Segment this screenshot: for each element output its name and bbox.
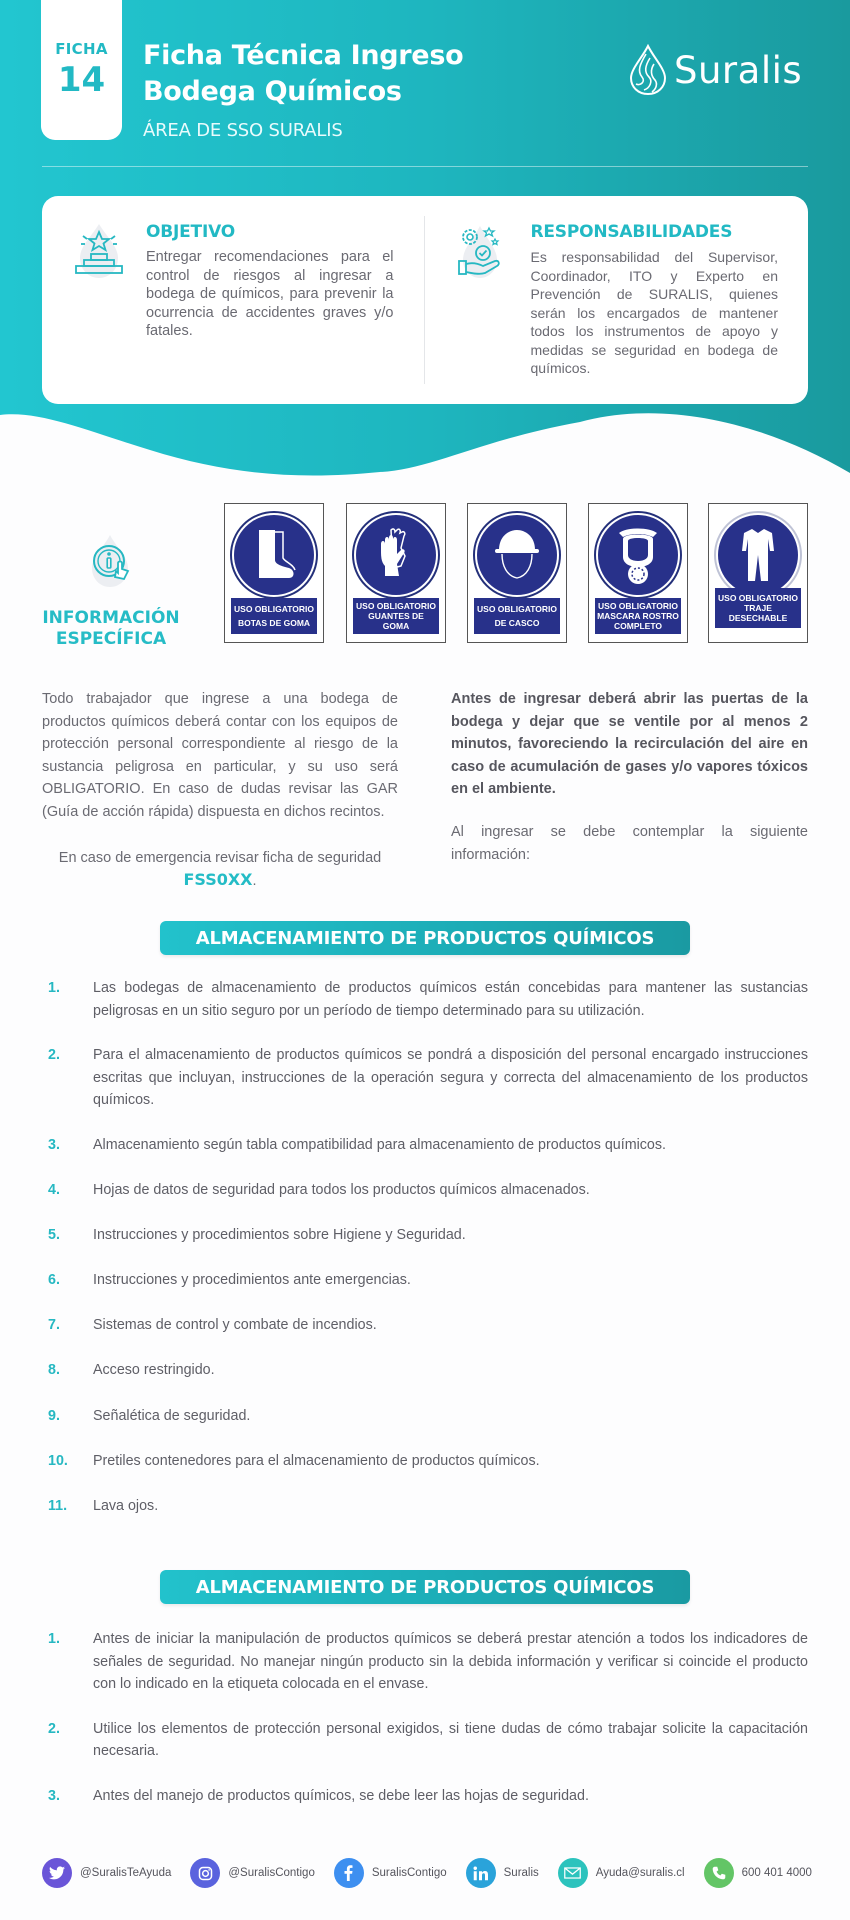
summary-card xyxy=(42,196,808,404)
phone-icon xyxy=(704,1858,734,1888)
sign-line1: USO OBLIGATORIO xyxy=(718,593,798,603)
linkedin-link[interactable] xyxy=(466,1858,539,1888)
handling-list xyxy=(48,1628,808,1808)
specific-info-heading xyxy=(36,533,186,650)
twitter-link[interactable] xyxy=(42,1858,171,1888)
page-title-line1: Ficha Técnica Ingreso xyxy=(143,40,464,71)
list-item: 1. Antes de iniciar la manipulación de productos químicos se deberá prestar atención a todos los indicadores de señales de seguridad. No manejar ningún producto sin la debida información y verificar si coincide el producto con lo indicado en la etiqueta colocada en el envase. xyxy=(48,1631,808,1693)
sign-line3: COMPLETO xyxy=(613,621,662,631)
page-title-line2: Bodega Químicos xyxy=(143,76,402,107)
sign-line2: TRAJE DESECHABLE xyxy=(728,603,788,623)
ppe-sign-face-mask xyxy=(588,503,688,643)
rubber-gloves-icon xyxy=(371,526,421,584)
list-item: 9. Señalética de seguridad. xyxy=(48,1407,251,1424)
instagram-link[interactable] xyxy=(190,1858,314,1888)
page-subtitle: ÁREA DE SSO SURALIS xyxy=(143,120,343,141)
ficha-number: 14 xyxy=(57,60,106,100)
brand-name: Suralis xyxy=(674,48,803,92)
list-item: 8. Acceso restringido. xyxy=(48,1362,215,1379)
rubber-boot-icon xyxy=(249,526,299,584)
facebook-handle: SuralisContigo xyxy=(371,1867,447,1879)
intro-left-column xyxy=(42,688,398,824)
brand-logo xyxy=(628,44,802,96)
list-item: 10. Pretiles contenedores para el almacenamiento de productos químicos. xyxy=(48,1452,540,1469)
instagram-icon xyxy=(190,1858,220,1888)
sign-line1: USO OBLIGATORIO xyxy=(598,601,678,611)
intro-paragraph: Todo trabajador que ingrese a una bodega de productos químicos deberá contar con los equipos de protección personal correspondiente al riesgo de la sustancia peligrosa en particular, y su uso será OBLIGATORIO. En caso de dudas revisar las GAR (Guía de acción rápida) dispuesta en dichos recintos. xyxy=(42,691,398,820)
objective-title: OBJETIVO xyxy=(146,222,235,242)
instagram-handle: @SuralisContigo xyxy=(228,1867,315,1879)
storage-list xyxy=(48,977,808,1517)
consider-info-text: Al ingresar se debe contemplar la siguiente información: xyxy=(451,823,808,863)
objective-text: Entregar recomendaciones para el control de riesgos al ingresar a bodega de químicos, para prevenir la ocurrencia de accidentes graves y/o fatales. xyxy=(146,249,394,339)
safety-sheet-code: FSS0XX xyxy=(183,870,253,889)
sign-line2: MASCARA ROSTRO xyxy=(597,611,679,621)
disposable-suit-icon xyxy=(738,525,778,585)
ficha-label: FICHA xyxy=(55,40,108,58)
full-face-respirator-icon xyxy=(611,523,665,587)
email-link[interactable] xyxy=(558,1858,685,1888)
sign-line3: GOMA xyxy=(382,621,410,631)
email-icon xyxy=(558,1858,588,1888)
phone-link[interactable] xyxy=(704,1858,812,1888)
emergency-text: En caso de emergencia revisar ficha de seguridad xyxy=(58,850,382,866)
list-item: 5. Instrucciones y procedimientos sobre Higiene y Seguridad. xyxy=(48,1227,466,1244)
sign-line1: USO OBLIGATORIO xyxy=(234,604,314,614)
linkedin-handle: Suralis xyxy=(503,1867,539,1879)
ppe-sign-gloves xyxy=(346,503,446,643)
intro-right-column xyxy=(451,688,808,866)
specific-info-line2: ESPECÍFICA xyxy=(55,629,167,649)
podium-star-icon xyxy=(70,220,128,282)
ppe-sign-suit xyxy=(708,503,808,643)
phone-number: 600 401 4000 xyxy=(741,1867,812,1879)
contact-footer xyxy=(42,1857,812,1889)
list-item: 7. Sistemas de control y combate de incendios. xyxy=(48,1317,377,1334)
info-touch-icon xyxy=(86,533,136,589)
list-item: 1. Las bodegas de almacenamiento de productos químicos están concebidas para mantener las sustancias peligrosas en un sitio seguro por un período de tiempo determinado para su utilización. xyxy=(48,980,808,1019)
email-address: Ayuda@suralis.cl xyxy=(595,1867,685,1879)
responsibilities-text: Es responsabilidad del Supervisor, Coordinador, ITO y Experto en Prevención de SURALIS, quienes serán los encargados de mantener todos los instrumentos de apoyo y medidas se seguridad en bodega de químicos. xyxy=(530,249,778,376)
list-item: 2. Utilice los elementos de protección personal exigidos, si tiene dudas de cómo trabajar solicite la capacitación necesaria. xyxy=(48,1720,808,1760)
ventilation-warning: Antes de ingresar deberá abrir las puertas de la bodega y dejar que se ventile por al menos 2 minutos, favoreciendo la recirculación del aire en caso de acumulación de gases y/o vapores tóxicos en el ambiente. xyxy=(451,691,808,798)
list-item: 2. Para el almacenamiento de productos químicos se pondrá a disposición del personal encargado instrucciones escritas que incluyan, instrucciones de la operación segura y correcta del almacenamiento de los productos químicos. xyxy=(48,1047,808,1109)
list-item: 3. Antes del manejo de productos químicos, se debe leer las hojas de seguridad. xyxy=(48,1787,589,1804)
objective-section xyxy=(42,216,425,384)
ppe-section xyxy=(0,503,850,649)
responsibilities-section xyxy=(425,196,809,404)
sign-line2: GUANTES DE xyxy=(368,611,424,621)
ppe-sign-helmet xyxy=(467,503,567,643)
sign-line2: DE CASCO xyxy=(494,618,540,628)
twitter-handle: @SuralisTeAyuda xyxy=(80,1867,172,1879)
sign-line1: USO OBLIGATORIO xyxy=(477,604,557,614)
sign-line2: BOTAS DE GOMA xyxy=(237,618,311,628)
specific-info-line1: INFORMACIÓN xyxy=(42,608,180,628)
list-item: 6. Instrucciones y procedimientos ante emergencias. xyxy=(48,1272,411,1289)
section-title-storage: ALMACENAMIENTO DE PRODUCTOS QUÍMICOS xyxy=(160,921,690,955)
sign-line1: USO OBLIGATORIO xyxy=(356,601,436,611)
list-item: 3. Almacenamiento según tabla compatibilidad para almacenamiento de productos químicos. xyxy=(48,1136,666,1153)
gears-hand-check-icon xyxy=(455,220,505,280)
water-drop-icon xyxy=(628,44,668,96)
emergency-note: En caso de emergencia revisar ficha de seguridad FSS0XX. xyxy=(42,848,398,892)
hero-header xyxy=(0,0,850,480)
section-title-handling: ALMACENAMIENTO DE PRODUCTOS QUÍMICOS xyxy=(160,1570,690,1604)
twitter-icon xyxy=(42,1858,72,1888)
ficha-badge xyxy=(41,0,122,140)
hard-hat-icon xyxy=(489,524,545,586)
responsibilities-title: RESPONSABILIDADES xyxy=(530,222,733,242)
facebook-icon xyxy=(334,1858,364,1888)
ppe-sign-boots xyxy=(224,503,324,643)
title-block xyxy=(143,38,463,141)
list-item: 11. Lava ojos. xyxy=(48,1497,159,1514)
facebook-link[interactable] xyxy=(334,1858,447,1888)
list-item: 4. Hojas de datos de seguridad para todos los productos químicos almacenados. xyxy=(48,1182,590,1199)
linkedin-icon xyxy=(466,1858,496,1888)
divider xyxy=(42,166,808,167)
